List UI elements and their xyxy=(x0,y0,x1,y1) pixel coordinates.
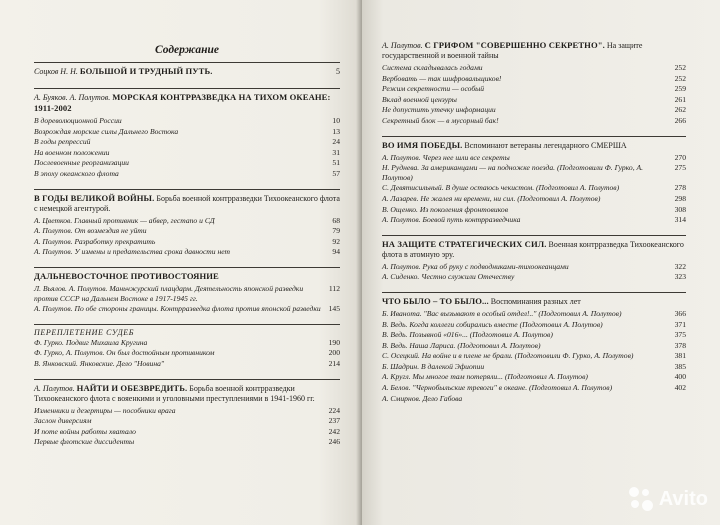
section-heading xyxy=(382,239,686,260)
section-caption: БОЛЬШОЙ И ТРУДНЫЙ ПУТЬ. xyxy=(79,66,213,76)
section-caption: ДАЛЬНЕВОСТОЧНОЕ ПРОТИВОСТОЯНИЕ xyxy=(34,270,219,281)
section-subcaption: Вспоминают ветераны легендарного СМЕРША xyxy=(464,140,627,150)
toc-entry-page: 242 xyxy=(328,426,340,436)
section-heading xyxy=(382,40,686,61)
toc-entry-page: 262 xyxy=(674,105,686,115)
avito-logo-icon xyxy=(629,487,653,511)
section-caption: ВО ИМЯ ПОБЕДЫ. xyxy=(382,139,463,150)
block-spacer xyxy=(382,127,686,132)
toc-entry xyxy=(34,406,340,417)
toc-entry-title: Б. Шадрин. В далекой Эфиопии xyxy=(382,361,485,371)
section-rule xyxy=(382,235,686,236)
toc-entry-page: 13 xyxy=(332,126,340,136)
section-caption: НА ЗАЩИТЕ СТРАТЕГИЧЕСКИХ СИЛ. xyxy=(382,238,547,249)
section-heading xyxy=(34,92,340,114)
section-rule xyxy=(382,136,686,137)
section-page-number: 5 xyxy=(336,67,340,76)
toc-entry-title: А. Полутов. От возмездия не уйти xyxy=(34,226,147,236)
toc-entry xyxy=(382,394,686,405)
toc-entry-page: 375 xyxy=(674,330,686,340)
toc-entry-title: В. Ощенко. Из поколения фронтовиков xyxy=(382,204,508,214)
contents-title: Содержание xyxy=(154,44,220,56)
toc-entry-title: А. Кругл. Мы многое там потеряли... (Подготовил А. Полутов) xyxy=(382,372,588,382)
avito-watermark-text: Avito xyxy=(658,487,708,510)
toc-entry-page: 298 xyxy=(674,193,686,203)
toc-entry-page: 112 xyxy=(328,283,340,293)
toc-entry-title: Первые флотские диссиденты xyxy=(34,437,135,447)
section-heading xyxy=(34,193,340,214)
toc-entry xyxy=(382,163,686,183)
toc-entry xyxy=(34,427,340,438)
toc-entry xyxy=(382,262,686,273)
section-subcaption: Воспоминания разных лет xyxy=(490,296,581,306)
block-spacer xyxy=(382,283,686,288)
toc-entry xyxy=(382,95,686,106)
block-spacer xyxy=(34,258,340,263)
section-rule xyxy=(34,379,340,380)
toc-entry-title: Н. Руднева. За американцами — на подножке поезда. (Подготовили Ф. Гурко, А. Полутов) xyxy=(382,163,644,182)
toc-entry xyxy=(382,84,686,95)
toc-entry-page: 224 xyxy=(328,405,340,415)
section-caption: МОРСКАЯ КОНТРРАЗВЕДКА НА ТИХОМ ОКЕАНЕ: 1911-2002 xyxy=(34,92,331,113)
section-subcaption: На защите государственной и военной тайны xyxy=(382,41,643,60)
section-subcaption: Борьба военной контрразведки Тихоокеанского флота с вояенкими и уголовными преступлениями в 1941-1960 гг. xyxy=(34,383,315,403)
toc-entry-title: Режим секретности — особый xyxy=(382,84,485,94)
toc-entry-page: 145 xyxy=(328,304,340,314)
toc-entry xyxy=(34,237,340,248)
toc-entry-title: А. Полутов. Рука об руку с подводниками-тихоокеанцами xyxy=(382,261,569,271)
toc-entry xyxy=(382,341,686,352)
section-subheading: ПЕРЕПЛЕТЕНИЕ СУДЕБ xyxy=(34,327,135,337)
toc-entry-page: 252 xyxy=(674,73,686,83)
right-page xyxy=(362,0,720,525)
section-heading xyxy=(34,271,340,282)
toc-entry-page: 371 xyxy=(674,319,686,329)
toc-entry-title: И поте войны работы хватало xyxy=(34,426,136,436)
toc-entry-title: А. Полутов. Через нее шли все секреты xyxy=(382,152,510,162)
toc-entry xyxy=(34,169,340,180)
toc-entry xyxy=(34,359,340,370)
toc-entry xyxy=(382,330,686,341)
toc-entry xyxy=(34,216,340,227)
toc-entry-page: 366 xyxy=(674,308,686,318)
toc-entry-title: Б. Иванота. "Вас вызывают в особый отдел!.." (Подготовил А. Полутов) xyxy=(382,308,622,318)
toc-entry-title: Система складывалась годами xyxy=(382,63,483,72)
toc-entry xyxy=(34,416,340,427)
block-spacer xyxy=(382,226,686,231)
toc-entry-title: А. Полутов. У измены и предательства срока давности нет xyxy=(34,247,231,257)
toc-entry xyxy=(34,148,340,159)
section-subcaption: Борьба военной контрразведки Тихоокеанского флота с немецкой агентурой. xyxy=(34,193,340,213)
section-rule xyxy=(34,88,340,89)
block-spacer xyxy=(34,315,340,320)
section-rule xyxy=(34,324,340,325)
toc-entry-page: 323 xyxy=(674,272,686,282)
block-spacer xyxy=(34,370,340,375)
toc-entry-title: В. Ведь. Наша Лариса. (Подготовил А. Полутов) xyxy=(382,340,541,350)
section-heading-text xyxy=(34,66,336,77)
toc-entry-page: 266 xyxy=(674,115,686,125)
toc-entry-title: А. Цветков. Главный противник — абвер, гестапо и СД xyxy=(34,215,215,225)
toc-entry-page: 24 xyxy=(332,137,340,147)
toc-entry xyxy=(34,116,340,127)
toc-entry xyxy=(382,351,686,362)
block-spacer xyxy=(34,180,340,185)
toc-entry xyxy=(34,127,340,138)
toc-entry-page: 278 xyxy=(674,183,686,193)
toc-entry-title: В. Янковский. Янковские. Дело "Новина" xyxy=(34,358,165,368)
toc-entry-title: Секретный блок — в мусорный бак! xyxy=(382,115,499,125)
toc-entry xyxy=(34,348,340,359)
toc-entry xyxy=(382,320,686,331)
toc-entry xyxy=(382,105,686,116)
section-rule xyxy=(382,292,686,293)
section-caption: ЧТО БЫЛО – ТО БЫЛО... xyxy=(382,295,489,306)
section-caption: НАЙТИ И ОБЕЗВРЕДИТЬ. xyxy=(76,382,188,393)
toc-entry-page: 314 xyxy=(674,215,686,225)
toc-entry-title: На военном положении xyxy=(34,147,110,157)
section-rule xyxy=(34,267,340,268)
toc-entry xyxy=(34,338,340,349)
toc-entry xyxy=(382,215,686,226)
toc-entry-title: В годы репрессий xyxy=(34,137,91,147)
section-heading xyxy=(382,296,686,307)
toc-entry xyxy=(382,116,686,127)
toc-entry-page: 259 xyxy=(674,84,686,94)
toc-entry-page: 381 xyxy=(674,351,686,361)
toc-entry-title: Заслон диверсиям xyxy=(34,416,92,426)
toc-entry xyxy=(382,153,686,164)
section-authors: А. Буяков. А. Полутов. xyxy=(34,93,111,102)
toc-entry-title: Вклад военной цензуры xyxy=(382,94,457,104)
toc-entry-title: Не допустить утечку информации xyxy=(382,105,496,115)
toc-entry-title: Вербовать — так шифровальщиков! xyxy=(382,73,502,83)
toc-entry-page: 308 xyxy=(674,204,686,214)
section-heading xyxy=(382,140,686,151)
toc-entry-page: 79 xyxy=(332,226,340,236)
toc-entry xyxy=(382,74,686,85)
toc-entry-page: 322 xyxy=(674,261,686,271)
block-spacer xyxy=(34,79,340,84)
section-heading xyxy=(34,66,340,77)
toc-entry-page: 261 xyxy=(674,94,686,104)
toc-entry-page: 51 xyxy=(332,158,340,168)
toc-entry-title: Ф. Гурко. Подвиг Михаила Кругина xyxy=(34,337,148,347)
section-authors: А. Полутов. xyxy=(34,383,75,393)
section-authors: А. Полутов. xyxy=(382,41,423,50)
section-subcaption: Военная контрразведка Тихоокеанского флота в атомную эру. xyxy=(382,239,684,259)
toc-entry xyxy=(382,205,686,216)
toc-entry xyxy=(382,372,686,383)
toc-entry-title: А. Полутов. Боевой путь контрразведчика xyxy=(382,215,521,225)
toc-entry-page: 378 xyxy=(674,340,686,350)
toc-entry-title: С. Осецкий. На войне и в плене не брали. (Подготовили Ф. Гурко, А. Полутов) xyxy=(382,351,634,361)
toc-entry-page: 68 xyxy=(332,215,340,225)
toc-entry-title: А. Полутов. По обе стороны границы. Контрразведка флота против японской разведки xyxy=(34,304,321,314)
toc-entry-title: А. Полутов. Разработку прекратить xyxy=(34,236,156,246)
toc-entry xyxy=(34,284,340,304)
toc-entry xyxy=(382,362,686,373)
toc-entry-page: 385 xyxy=(674,361,686,371)
toc-entry xyxy=(382,383,686,394)
toc-entry-page: 270 xyxy=(674,152,686,162)
section-caption: В ГОДЫ ВЕЛИКОЙ ВОЙНЫ. xyxy=(34,192,155,203)
toc-entry-page: 402 xyxy=(674,383,686,393)
section-authors: Соцков Н. Н. xyxy=(34,67,78,76)
toc-entry-title: В дореволюционной России xyxy=(34,116,122,125)
toc-entry-page: 237 xyxy=(328,416,340,426)
toc-entry-page: 400 xyxy=(674,372,686,382)
toc-entry-page: 190 xyxy=(328,337,340,347)
toc-entry-title: С. Девятисильный. В душе остаюсь чекистом. (Подготовил А. Полутов) xyxy=(382,183,620,193)
toc-entry xyxy=(34,158,340,169)
toc-entry xyxy=(382,63,686,74)
toc-entry-title: В. Ведь. Когда коллеги собирались вместе (Подготовил А. Полутов) xyxy=(382,319,603,329)
toc-entry-page: 200 xyxy=(328,348,340,358)
toc-entry-title: А. Лазарев. Не жалея ни времени, ни сил. (Подготовил А. Полутов) xyxy=(382,193,601,203)
toc-entry xyxy=(34,226,340,237)
toc-entry xyxy=(34,137,340,148)
toc-entry xyxy=(34,247,340,258)
toc-entry-page: 275 xyxy=(674,163,686,173)
toc-entry-page: 92 xyxy=(332,236,340,246)
avito-watermark xyxy=(629,487,708,511)
toc-entry-page: 214 xyxy=(328,358,340,368)
toc-entry xyxy=(34,437,340,448)
section-rule xyxy=(34,62,340,63)
toc-entry-page: 94 xyxy=(332,247,340,257)
toc-entry-page: 246 xyxy=(328,437,340,447)
toc-entry-title: В. Ведь. Позывной «016»... (Подготовил А. Полутов) xyxy=(382,330,553,340)
toc-entry-title: Возрождая морские силы Дальнего Востока xyxy=(34,126,179,136)
toc-entry-title: В эпоху океанского флота xyxy=(34,168,119,178)
toc-entry-page: 57 xyxy=(332,168,340,178)
section-heading xyxy=(34,383,340,404)
toc-entry-page: 31 xyxy=(332,147,340,157)
toc-entry-title: Послевоенные реорганизации xyxy=(34,158,129,168)
toc-entry-page: 10 xyxy=(332,116,340,125)
toc-entry xyxy=(382,183,686,194)
right-contents xyxy=(382,40,686,404)
toc-entry xyxy=(382,194,686,205)
section-rule xyxy=(34,189,340,190)
toc-entry-title: А. Смирнов. Дело Габова xyxy=(382,393,463,403)
section-caption: С ГРИФОМ "СОВЕРШЕННО СЕКРЕТНО". xyxy=(424,40,605,50)
toc-entry-title: А. Сиденко. Честно служили Отечеству xyxy=(382,272,515,282)
toc-entry-title: Изменники и дезертиры — пособники врага xyxy=(34,405,176,415)
left-contents xyxy=(34,62,340,448)
toc-entry xyxy=(382,272,686,283)
toc-entry-title: Л. Вьялов. А. Полутов. Маньчжурский плацдарм. Деятельность японской разведки против СССР на Дальнем Востоке в 1917-1945 гг. xyxy=(34,283,304,303)
toc-entry xyxy=(382,309,686,320)
toc-entry-title: А. Белов. "Чернобыльские тревоги" в океане. (Подготовил А. Полутов) xyxy=(382,383,613,393)
toc-entry-page: 252 xyxy=(674,63,686,72)
toc-entry-title: Ф. Гурко, А. Полутов. Он был достойным противником xyxy=(34,348,215,358)
toc-entry xyxy=(34,304,340,315)
